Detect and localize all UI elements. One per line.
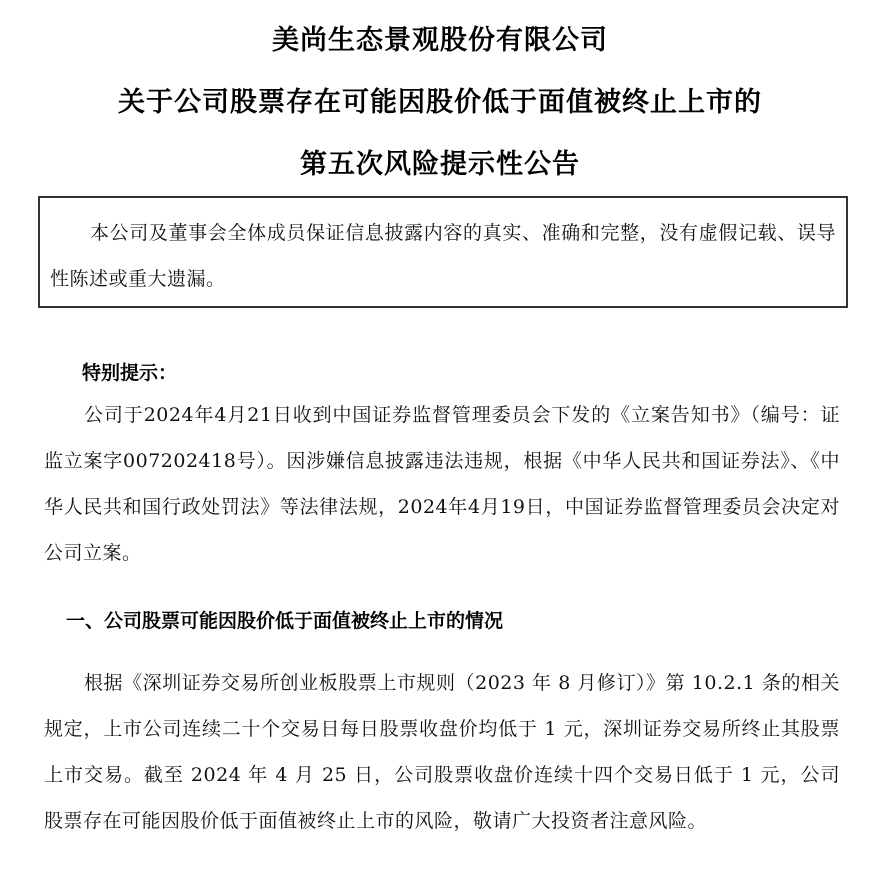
section1-body: 根据《深圳证券交易所创业板股票上市规则（2023 年 8 月修订）》第 10.2.1 条的相关规定，上市公司连续二十个交易日每日股票收盘价均低于 1 元，深圳证券交易所终止其股票上市交易。截至 2024 年 4 月 25 日，公司股票收盘价连续十四个交易日低于 1 元，公司股票存在可能因股价低于面值被终止上市的风险，敬请广大投资者注意风险。 [44,672,840,832]
special-body: 公司于2024年4月21日收到中国证券监督管理委员会下发的《立案告知书》（编号：证监立案字007202418号）。因涉嫌信息披露违法违规，根据《中华人民共和国证券法》、《中华人民共和国行政处罚法》等法律法规，2024年4月19日，中国证券监督管理委员会决定对公司立案。 [44,404,840,564]
notice-text: 本公司及董事会全体成员保证信息披露内容的真实、准确和完整，没有虚假记载、误导性陈述或重大遗漏。 [50,222,836,290]
announcement-title: 第五次风险提示性公告 [300,149,580,180]
announcement-subject: 关于公司股票存在可能因股价低于面值被终止上市的 [118,87,762,118]
special-heading: 特别提示： [82,362,178,384]
section1-heading: 一、公司股票可能因股价低于面值被终止上市的情况 [66,610,504,632]
company-name: 美尚生态景观股份有限公司 [272,25,608,56]
